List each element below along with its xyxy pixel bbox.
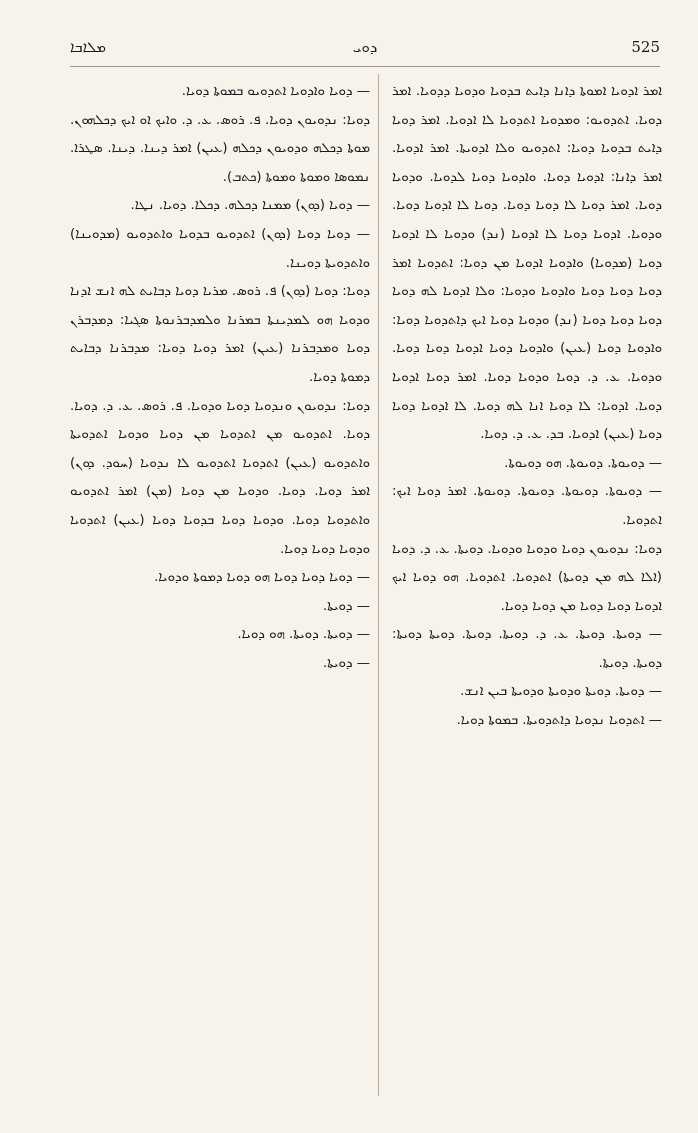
entry: ܕܘܝܐ: ܢܕܘܝܘܢ ܕܘܝܐ. ܦ. ܪܘܣ. ܥ. ܕ. ܘܐܝܟ ܐܘ ܐܝܟ ܕܟܠܗܘܢ. ܡܘܬܐ ܕܟܠܗ ܘܕܘܝܘܢ ܕܟܠܗ (ܥܝܢ) ܐܡܪ ܕܝܢܐ. ܕܝܢܐ. ܣܛܪܐ. ܢܡܘܣܐ ܘܡܘܬܐ ܘܡܘܬܐ (ܟܬܒ). [70,112,370,185]
entry: — ܕܘܝܘܬܐ. ܕܘܝܘܬܐ. ܕܘܝܘܬܐ. ܕܘܝܘܬܐ. ܐܡܪ ܕܘܝܐ ܐܝܟ: ܐܬܕܘܝܐ. [392,484,662,528]
entry: — ܕܘܝܐ (ܕܘܢ) ܡܡܢܐ ܕܟܠܗ. ܕܟܠܐ. ܕܘܝܐ. ܢܛܐ. [130,198,370,214]
entry: — ܕܘܝܐ ܕܘܝܐ ܕܘܝܐ ܗܘ ܕܘܝܐ ܕܡܘܬܐ ܘܕܘܝܐ. [154,570,370,586]
right-column [392,78,662,736]
entry: ܕܘܝܐ: ܢܕܘܝܘܢ ܕܘܝܐ ܘܕܘܝܐ ܘܕܘܝܐ. ܕܘܝܬܐ. ܥ. ܕ. ܕܘܝܐ (ܐܠܐ ܠܗ ܡܢ ܕܘܝܬܐ) ܐܬܕܘܝܐ. ܐܬܕܘܝܐ. ܗܘ ܕܘܝܐ ܐܝܟ ܐܕܘܝܐ ܕܘܝܐ ܕܘܝܐ ܡܢ ܕܘܝܐ ܕܘܝܐ. [392,541,662,614]
entry: — ܕܘܝܬܐ. ܕܘܝܬܐ ܘܕܘܝܬܐ ܘܕܘܝܬܐ ܒܝܢ ܐܢܫ. [460,684,662,700]
entry: — ܕܘܝܬܐ. [322,655,370,671]
header-rule [70,66,660,67]
entry: — ܕܘܝܬܐ. [322,598,370,614]
entry: ܕܘܝܐ: ܢܕܘܝܘܢ ܘܢܕܘܝܐ ܕܘܝܐ ܘܕܘܝܐ. ܦ. ܪܘܣ. ܥ. ܕ. ܕܘܝܐ. ܕܘܝܐ. ܐܬܕܘܝܘ ܡܢ ܐܬܕܘܝܐ ܡܢ ܕܘܝܐ ܘܕܘܝܐ ܐܬܕܘܝܬܐ ܘܐܬܕܘܝܘ (ܥܝܢ) ܐܬܕܘܝܐ ܐܬܕܘܝܘ ܠܐ ܢܕܘܝܐ (ܚܘܕ. ܕܘܢ) ܐܡܪ ܕܘܝܐ. ܕܘܝܐ. ܘܕܘܝܐ ܡܢ ܕܘܝܐ (ܡܢ) ܐܡܪ ܐܬܕܘܝܘ ܘܐܬܕܘܝܐ ܕܘܝܐ. ܘܕܘܝܐ ܕܘܝܐ ܒܕܘܝܐ ܕܘܝܐ (ܥܝܢ) ܐܬܕܘܝܐ ܘܕܘܝܐ ܕܘܝܐ ܕܘܝܐ. [70,398,370,557]
entry: — ܕܘܝܘܬܐ. ܕܘܝܘܬܐ. ܗܘ ܕܘܝܘܬܐ. [504,455,662,471]
running-head-left-title: ܡܠܐܒܐ [70,38,106,56]
entry: — ܕܘܝܐ ܕܘܝܐ (ܕܘܢ) ܐܬܕܘܝܘ ܒܕܘܝܐ ܘܐܬܕܘܝܘ (ܡܕܘܝܢܐ) ܘܐܬܕܘܝܬܐ ܕܘܝܢܐ. [70,226,370,271]
column-divider [378,74,379,1096]
entry: ܐܡܪ ܐܕܘܝܐ ܐܡܘܬܐ ܕܐܢܐ ܕܐܝܬ ܒܕܘܝܐ ܘܕܘܝܐ ܕܕܘܝܐ. ܐܡܪ ܕܘܝܐ. ܐܬܕܘܝܘ: ܘܡܕܘܝܐ ܐܬܕܘܝܐ ܠܐ ܐܕܘܝܐ. ܐܡܪ ܕܘܝܐ ܕܐܝܬ ܒܕܘܝܐ ܕܘܝܐ: ܐܬܕܘܝܘ ܘܠܐ ܐܕܘܝܬܐ. ܐܡܪ ܐܕܘܝܐ. ܐܡܪ ܕܐܢܐ: ܐܕܘܝܐ ܕܘܝܐ. ܘܐܕܘܝܐ ܕܘܝܐ ܠܕܘܝܐ. ܘܕܘܝܐ ܕܘܝܐ. ܐܡܪ ܕܘܝܐ ܠܐ ܕܘܝܐ ܕܘܝܐ. ܕܘܝܐ ܠܐ ܐܕܘܝܐ ܕܘܝܐ. ܘܕܘܝܐ. ܐܕܘܝܐ ܕܘܝܐ ܠܐ ܐܕܘܝܐ (ܢܕ) ܘܕܘܝܐ ܠܐ ܐܕܘܝܐ ܕܘܝܐ (ܡܕܘܝܐ) ܘܐܕܘܝܐ ܐܕܘܝܐ ܡܢ ܕܘܝܐ: ܐܬܕܘܝܐ ܐܡܪ ܕܘܝܐ ܕܘܝܐ ܕܘܝܐ ܘܐܕܘܝܐ ܘܕܘܝܐ: ܘܠܐ ܐܕܘܝܐ ܠܗ ܕܘܝܐ ܕܘܝܐ ܕܘܝܐ ܕܘܝܐ (ܢܕ) ܘܕܘܝܐ ܕܘܝܐ ܐܝܟ ܕܐܬܕܘܝܐ ܕܘܝܐ: ܘܐܕܘܝܐ ܕܘܝܐ (ܥܝܢ) ܘܐܕܘܝܐ ܕܘܝܐ ܐܕܘܝܐ ܕܘܝܐ ܕܘܝܐ. ܘܕܘܝܐ. ܥ. ܕ. ܕܘܝܐ ܘܕܘܝܐ ܕܘܝܐ. ܐܡܪ ܕܘܝܐ ܐܕܘܝܐ ܕܘܝܐ. ܐܕܘܝܐ: ܠܐ ܕܘܝܐ ܐܢܐ ܠܗ ܕܘܝܐ. ܠܐ ܐܕܘܝܐ ܕܘܝܐ ܕܘܝܐ (ܥܝܢ) ܐܕܘܝܐ. ܒܕ. ܥ. ܕ. ܕܘܝܐ. [392,84,662,443]
running-head-center-title: ܕܘܝ [352,38,378,56]
entry: ܕܘܝܐ: ܕܘܝܐ (ܕܘܢ) ܦ. ܪܘܣ. ܡܪܝܐ ܕܘܝܐ ܕܒܐܝܬ ܠܗ ܐܢܫ ܐܕܢܐ ܘܕܘܝܐ ܗܘ ܠܡܕܝܢܬܐ ܒܡܪܢܐ ܘܠܡܕܒܪܢܘܬܐ ܣܓܝܐ: ܕܡܕܒܪܢ ܕܘܝܐ ܘܡܕܒܪܢܐ (ܥܝܢ) ܐܡܪ ܕܘܝܐ ܕܘܝܐ: ܡܕܒܪܢܐ ܕܒܐܝܬ ܕܡܘܬܐ ܕܘܝܐ. [70,284,370,385]
left-column [70,78,370,678]
entry: — ܐܬܕܘܝܐ ܢܕܘܝܐ ܕܐܬܕܘܝܬܐ. ܒܡܘܬܐ ܕܘܝܐ. [456,713,662,729]
running-head [70,38,660,64]
page-number: 525 [631,38,660,56]
entry: — ܕܘܝܬܐ. ܕܘܝܬܐ. ܥ. ܕ. ܕܘܝܬܐ. ܕܘܝܬܐ. ܕܘܝܬܐ ܕܘܝܬܐ: ܕܘܝܬܐ. ܕܘܝܬܐ. [392,627,662,671]
entry: — ܕܘܝܐ ܘܐܕܘܝܐ ܐܬܕܘܝܘ ܒܡܘܬܐ ܕܘܝܐ. [181,84,370,99]
entry: — ܕܘܝܬܐ. ܕܘܝܬܐ. ܗܘ ܕܘܝܐ. [237,627,370,643]
